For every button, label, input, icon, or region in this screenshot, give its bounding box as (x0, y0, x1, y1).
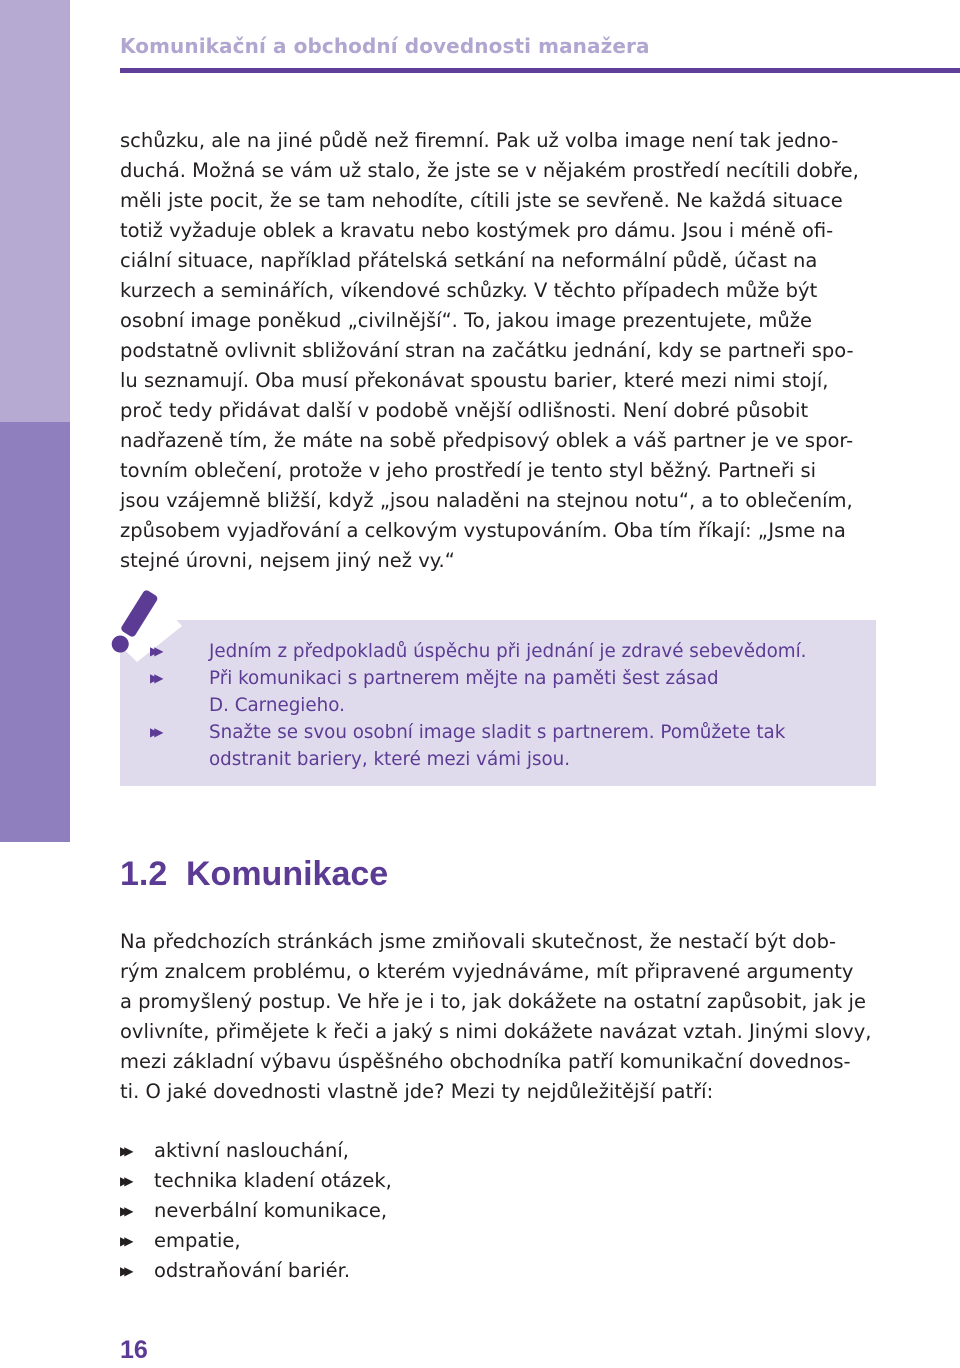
sidebar-band-dark (0, 422, 70, 842)
paragraph-line: rým znalcem problému, o kterém vyjednáváme, mít připravené argumenty (120, 960, 854, 983)
double-chevron-right-icon: ▶▶ (150, 725, 159, 739)
page-number: 16 (120, 1336, 148, 1364)
tip-line: D. Carnegieho. (209, 695, 345, 716)
list-item-label: odstraňování bariér. (154, 1259, 351, 1282)
section-number: 1.2 (120, 855, 168, 893)
tip-line: Jedním z předpokladů úspěchu při jednání je zdravé sebevědomí. (209, 641, 807, 662)
double-chevron-right-icon: ▶▶ (150, 644, 159, 658)
tip-item (150, 665, 850, 719)
skills-list (120, 1136, 392, 1286)
double-chevron-right-icon: ▶▶ (150, 671, 159, 685)
paragraph-line: podstatně ovlivnit sbližování stran na začátku jednání, kdy se partneři spo- (120, 339, 854, 362)
list-item (120, 1136, 392, 1166)
sidebar-band-light (0, 0, 70, 422)
paragraph-line: totiž vyžaduje oblek a kravatu nebo kostýmek pro dámu. Jsou i méně ofi- (120, 219, 834, 242)
paragraph-line: ti. O jaké dovednosti vlastně jde? Mezi ty nejdůležitější patří: (120, 1080, 714, 1103)
double-chevron-right-icon: ▶▶ (120, 1174, 129, 1188)
paragraph-line: stejné úrovni, nejsem jiný než vy.“ (120, 549, 455, 572)
tip-item (150, 719, 850, 773)
paragraph-line: nadřazeně tím, že máte na sobě předpisový oblek a váš partner je ve spor- (120, 429, 854, 452)
section-heading (120, 855, 388, 894)
paragraph-line: Na předchozích stránkách jsme zmiňovali skutečnost, že nestačí být dob- (120, 930, 836, 953)
header-rule (120, 68, 960, 73)
paragraph-line: a promyšlený postup. Ve hře je i to, jak dokážete na ostatní zapůsobit, jak je (120, 990, 866, 1013)
paragraph-line: proč tedy přidávat další v podobě vnější odlišnosti. Není dobré působit (120, 399, 809, 422)
paragraph-line: ovlivníte, přimějete k řeči a jaký s nimi dokážete navázat vztah. Jinými slovy, (120, 1020, 872, 1043)
double-chevron-right-icon: ▶▶ (120, 1204, 129, 1218)
paragraph-line: duchá. Možná se vám už stalo, že jste se v nějakém prostředí necítili dobře, (120, 159, 859, 182)
double-chevron-right-icon: ▶▶ (120, 1234, 129, 1248)
paragraph-line: měli jste pocit, že se tam nehodíte, cítili jste se sevřeně. Ne každá situace (120, 189, 843, 212)
double-chevron-right-icon: ▶▶ (120, 1144, 129, 1158)
list-item-label: neverbální komunikace, (154, 1199, 388, 1222)
list-item-label: technika kladení otázek, (154, 1169, 392, 1192)
list-item-label: empatie, (154, 1229, 241, 1252)
paragraph-line: způsobem vyjadřování a celkovým vystupováním. Oba tím říkají: „Jsme na (120, 519, 846, 542)
tip-line: Snažte se svou osobní image sladit s partnerem. Pomůžete tak (209, 722, 786, 743)
paragraph-line: ciální situace, například přátelská setkání na neformální půdě, účast na (120, 249, 818, 272)
section-paragraph (120, 927, 880, 1107)
tip-line: Při komunikaci s partnerem mějte na paměti šest zásad (209, 668, 719, 689)
paragraph-line: lu seznamují. Oba musí překonávat spoustu barier, které mezi nimi stojí, (120, 369, 829, 392)
running-header: Komunikační a obchodní dovednosti manažera (120, 34, 650, 58)
tip-line: odstranit bariery, které mezi vámi jsou. (209, 749, 571, 770)
intro-paragraph (120, 126, 880, 576)
paragraph-line: mezi základní výbavu úspěšného obchodníka patří komunikační dovednos- (120, 1050, 851, 1073)
paragraph-line: kurzech a seminářích, víkendové schůzky. V těchto případech může být (120, 279, 818, 302)
section-title: Komunikace (186, 855, 389, 893)
list-item-label: aktivní naslouchání, (154, 1139, 349, 1162)
double-chevron-right-icon: ▶▶ (120, 1264, 129, 1278)
list-item (120, 1196, 392, 1226)
tip-item (150, 638, 850, 665)
paragraph-line: tovním oblečení, protože v jeho prostředí je tento styl běžný. Partneři si (120, 459, 817, 482)
paragraph-line: jsou vzájemně bližší, když „jsou naladěni na stejnou notu“, a to oblečením, (120, 489, 853, 512)
paragraph-line: schůzku, ale na jiné půdě než firemní. Pak už volba image není tak jedno- (120, 129, 839, 152)
tip-list (150, 638, 850, 773)
list-item (120, 1256, 392, 1286)
list-item (120, 1166, 392, 1196)
list-item (120, 1226, 392, 1256)
paragraph-line: osobní image poněkud „civilnější“. To, jakou image prezentujete, může (120, 309, 812, 332)
